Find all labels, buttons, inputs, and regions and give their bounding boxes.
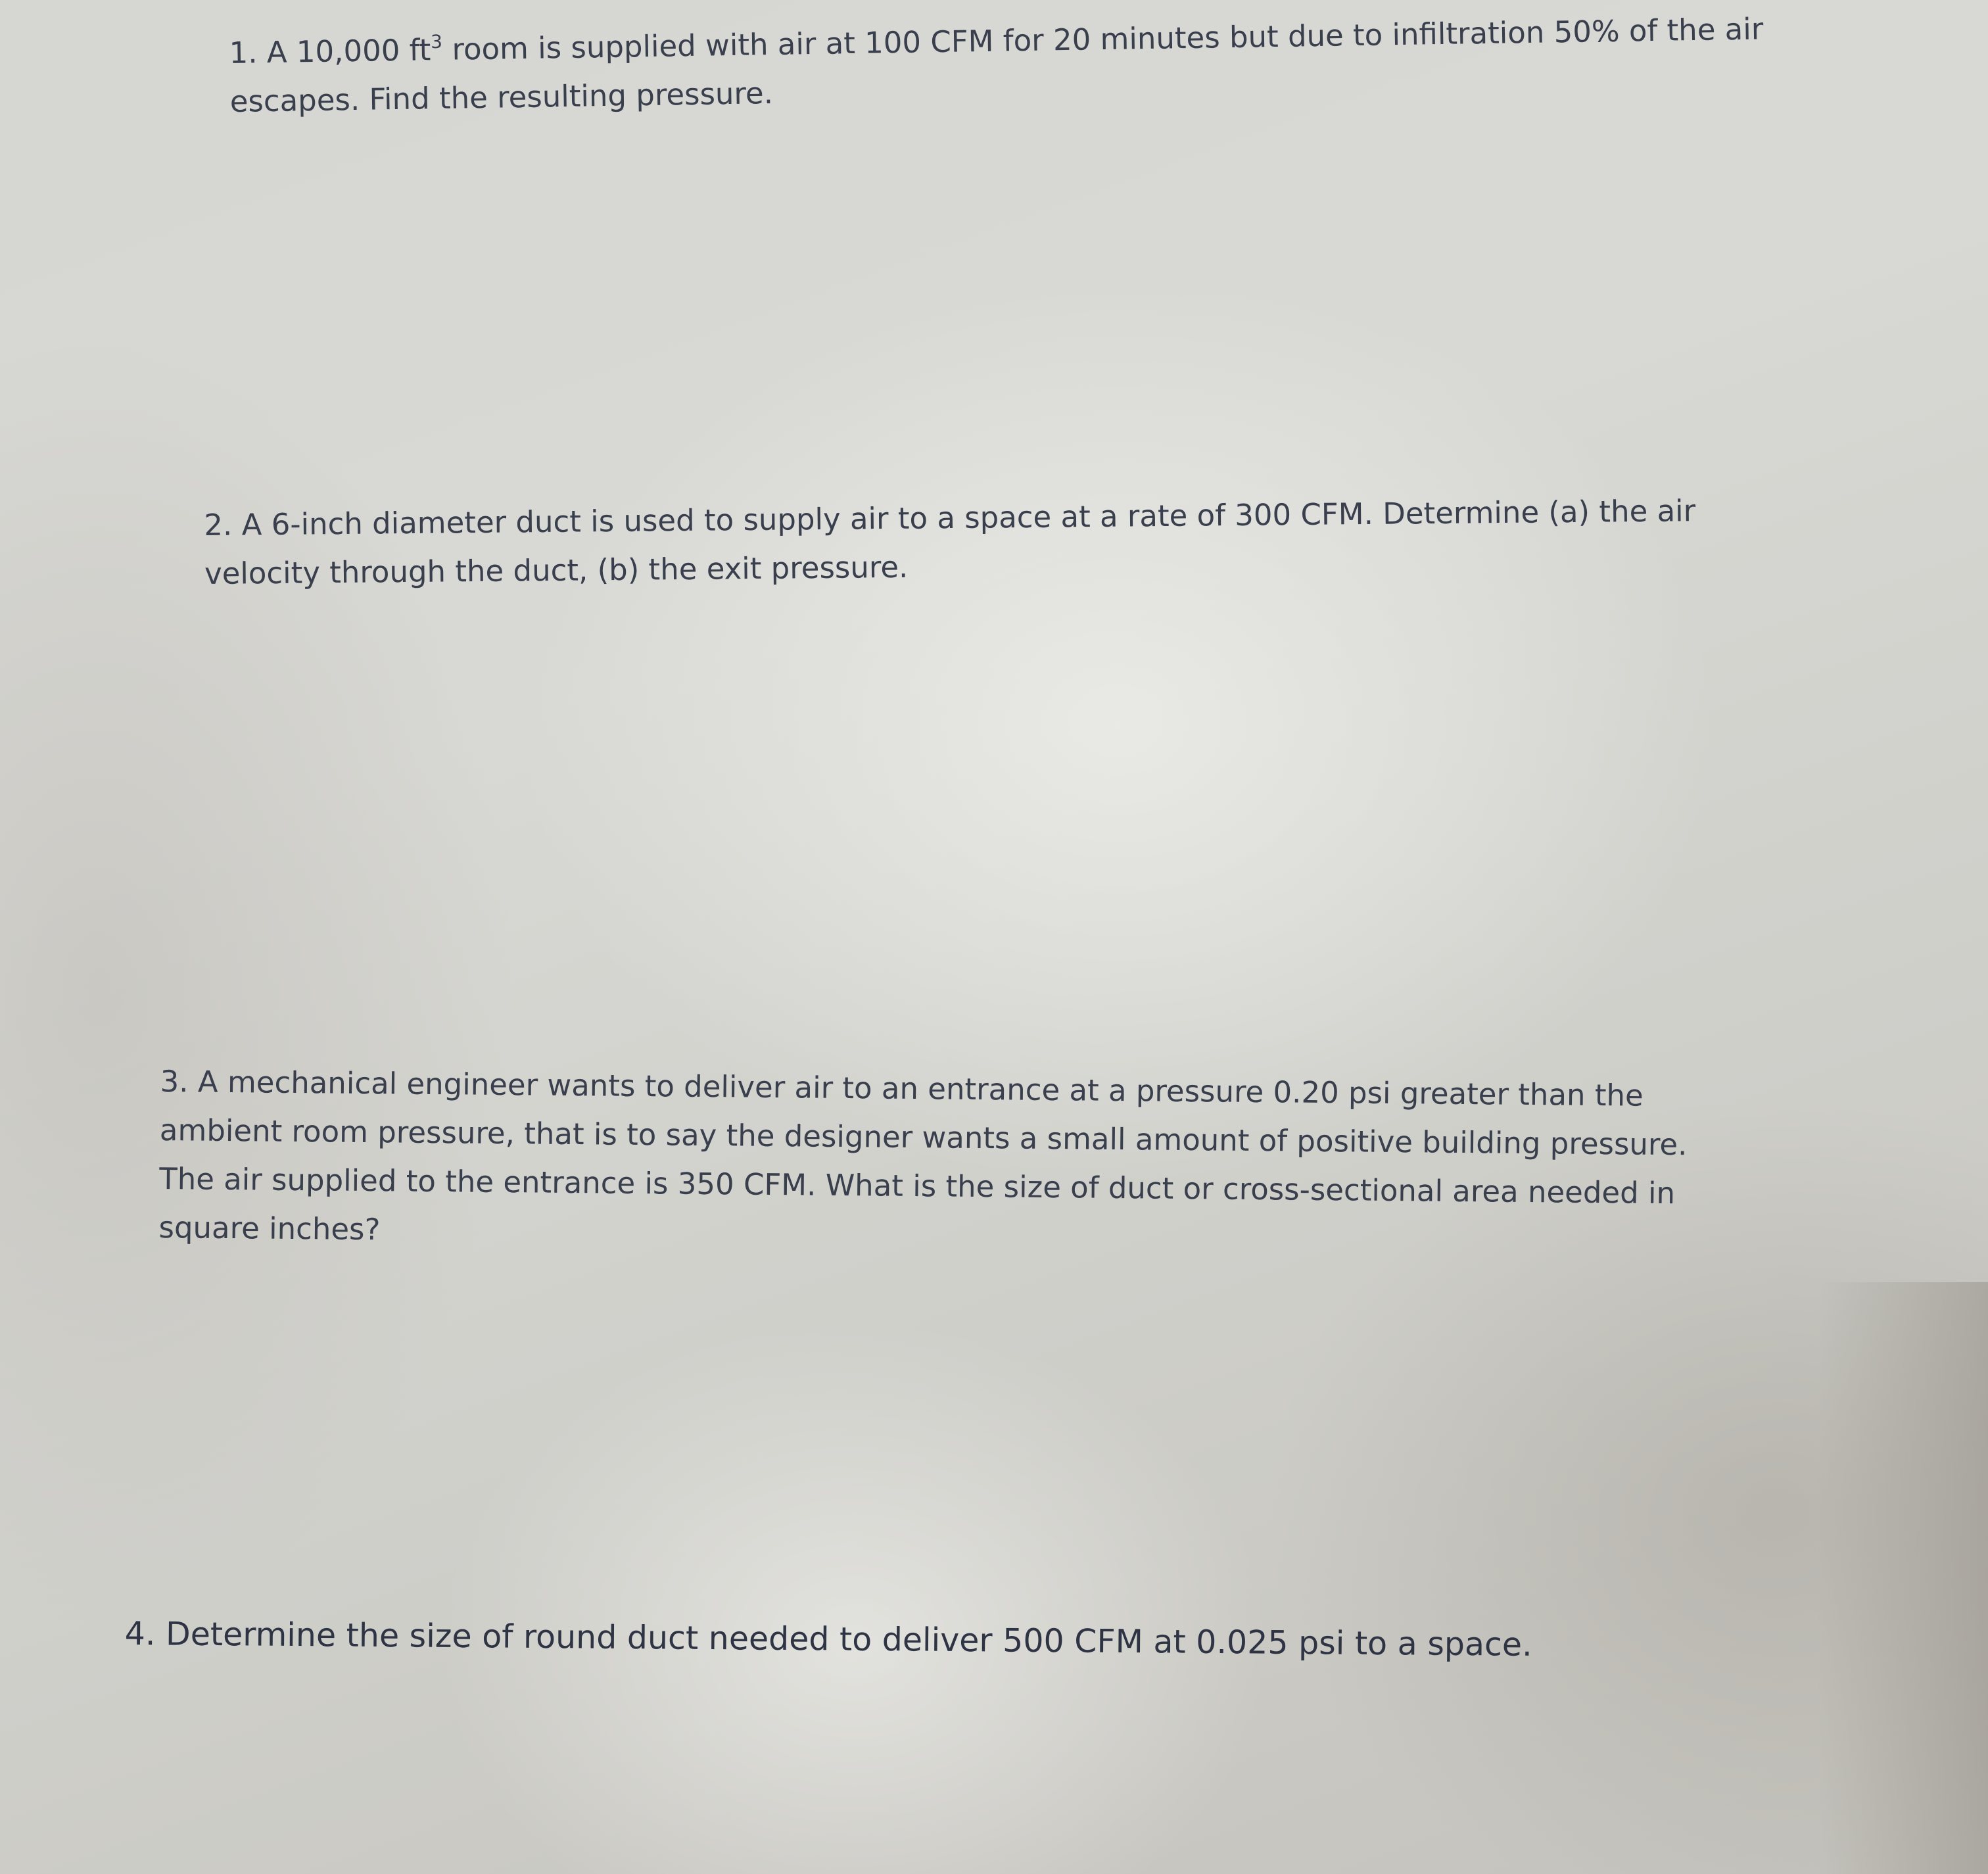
question-2-line-2: velocity through the duct, (b) the exit pressure. bbox=[204, 549, 909, 591]
question-2-text: A 6-inch diameter duct is used to supply air to a space at a rate of 300 CFM. Determine (a) the air bbox=[232, 493, 1696, 542]
question-1-text-part-1: A 10,000 ft bbox=[266, 32, 431, 70]
question-3-text: A mechanical engineer wants to deliver air to an entrance at a pressure 0.20 psi greater than the bbox=[188, 1064, 1644, 1113]
question-2-number: 2. bbox=[204, 507, 233, 542]
question-3-number: 3. bbox=[160, 1063, 189, 1099]
question-1-number: 1. bbox=[229, 35, 258, 70]
question-4-line-1 bbox=[124, 1610, 1532, 1670]
question-3 bbox=[158, 1057, 1688, 1266]
question-1-line-2: escapes. Find the resulting pressure. bbox=[229, 76, 774, 119]
question-1-superscript: 3 bbox=[430, 30, 443, 53]
question-3-line-4: square inches? bbox=[158, 1209, 381, 1247]
question-2 bbox=[204, 487, 1696, 598]
question-1-text-part-2: room is supplied with air at 100 CFM for 20 minutes but due to infiltration 50% of the air bbox=[442, 11, 1764, 67]
question-3-line-2: ambient room pressure, that is to say the designer wants a small amount of positive building pressure. bbox=[159, 1112, 1688, 1163]
question-4 bbox=[124, 1610, 1532, 1670]
question-1 bbox=[229, 5, 1764, 126]
question-3-line-3: The air supplied to the entrance is 350 CFM. What is the size of duct or cross-sectional area needed in bbox=[158, 1161, 1676, 1211]
question-4-text: Determine the size of round duct needed to deliver 500 CFM at 0.025 psi to a space. bbox=[155, 1615, 1532, 1664]
page-shadow bbox=[1817, 1282, 1988, 1874]
question-4-number: 4. bbox=[124, 1614, 156, 1653]
